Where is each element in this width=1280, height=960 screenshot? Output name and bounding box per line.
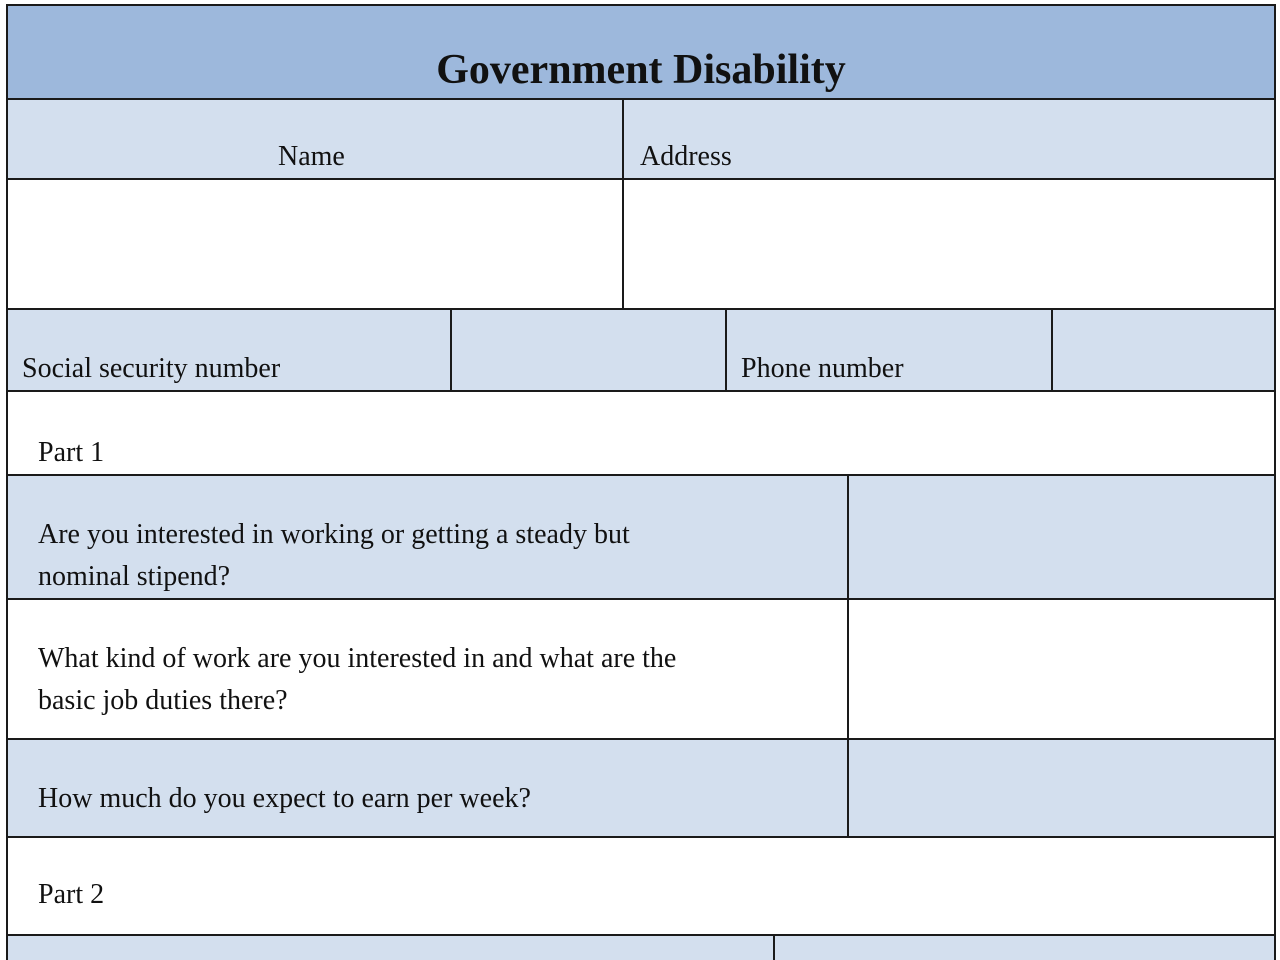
phone-input[interactable]: [1053, 310, 1274, 392]
name-address-label-row: [6, 98, 1276, 180]
question-row: [6, 738, 1276, 838]
part1-heading: Part 1: [38, 437, 105, 468]
part2-heading-row: [6, 836, 1276, 936]
answer-input[interactable]: [849, 600, 1274, 740]
form-title: Government Disability: [436, 47, 846, 93]
question-text-line: How much do you expect to earn per week?: [38, 783, 531, 814]
question-text-line: Are you interested in working or getting a steady but: [38, 519, 630, 550]
phone-label: Phone number: [741, 353, 904, 384]
ssn-input[interactable]: [452, 310, 724, 392]
question-row: [6, 474, 1276, 600]
column-divider: [773, 936, 775, 960]
name-address-input-row: [6, 178, 1276, 310]
question-text-line: nominal stipend?: [38, 561, 231, 592]
column-divider: [725, 310, 727, 392]
answer-input[interactable]: [849, 476, 1274, 600]
name-input[interactable]: [8, 180, 622, 310]
part1-heading-row: [6, 390, 1276, 476]
answer-input[interactable]: [849, 740, 1274, 838]
question-row: [6, 598, 1276, 740]
ssn-label: Social security number: [22, 353, 281, 384]
address-input[interactable]: [624, 180, 1274, 310]
part2-heading: Part 2: [38, 879, 105, 910]
form-title-bar: [6, 4, 1276, 100]
ssn-phone-row: [6, 308, 1276, 392]
government-disability-form: [6, 4, 1276, 960]
column-divider: [622, 100, 624, 180]
address-label: Address: [640, 141, 732, 172]
question-text-line: basic job duties there?: [38, 685, 288, 716]
part2-first-row: [6, 934, 1276, 960]
name-label: Name: [278, 141, 345, 172]
question-text-line: What kind of work are you interested in and what are the: [38, 643, 677, 674]
